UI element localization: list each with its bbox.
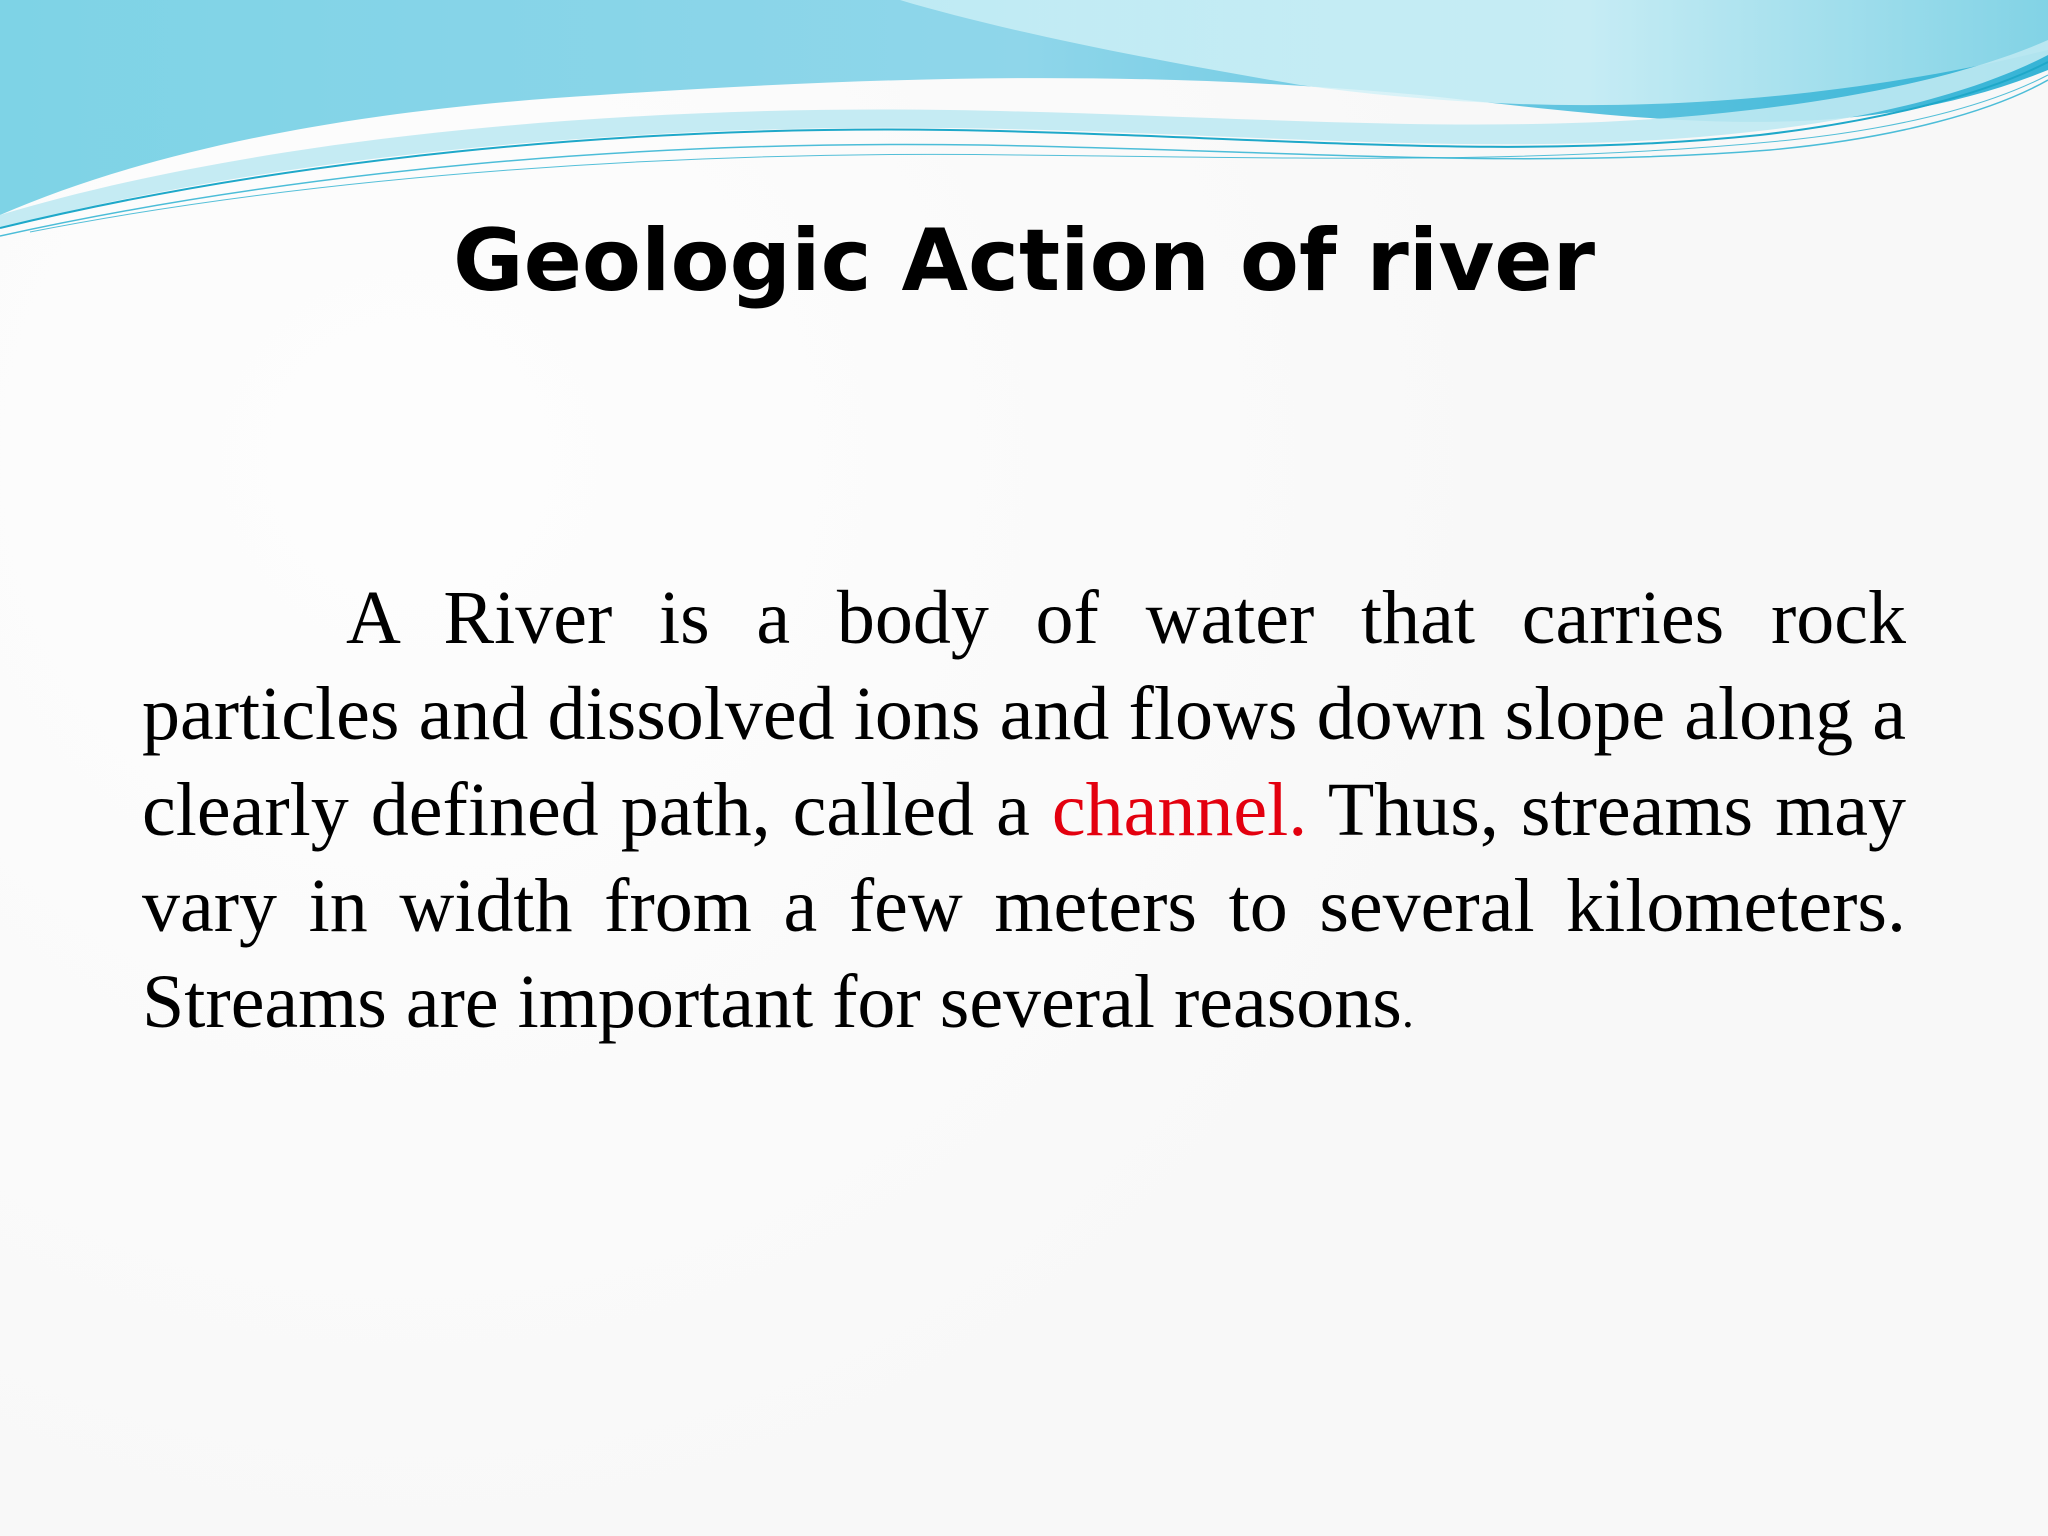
highlighted-term-channel: channel. [1051,768,1308,852]
slide-title: Geologic Action of river [452,211,1596,311]
slide-body-paragraph [142,570,1906,1060]
body-end-punctuation: . [1401,985,1414,1038]
body-text-part2: Thus, streams may vary in width from a few meters to several kilometers. Streams are important for several reasons [142,768,1906,1044]
body-text-part1: A River is a body of water that carries rock particles and dissolved ions and flows down slope along a clearly defined path, called a [142,576,1906,852]
